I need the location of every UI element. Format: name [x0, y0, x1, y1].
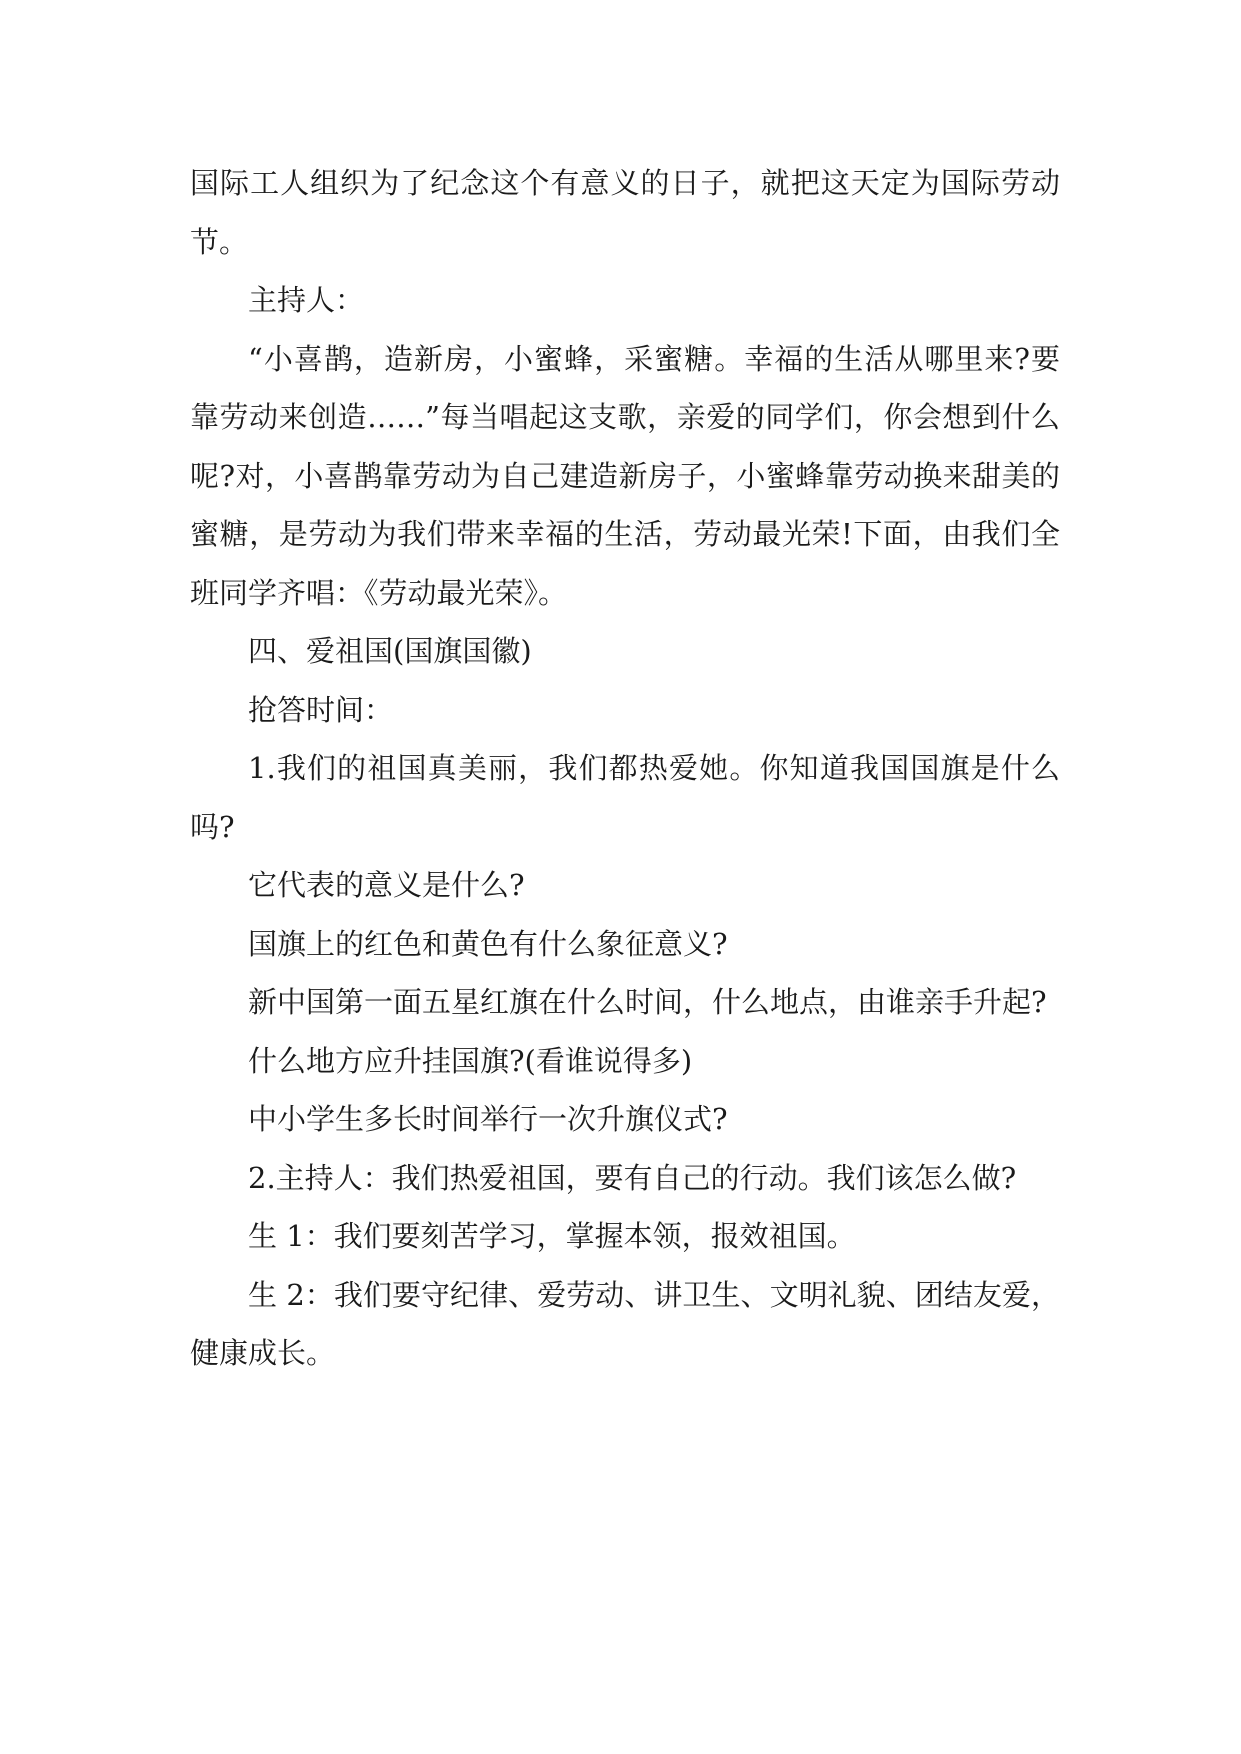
- paragraph-student-2: 生 2：我们要守纪律、爱劳动、讲卫生、文明礼貌、团结友爱，健康成长。: [190, 1277, 1060, 1370]
- question-flag-colors: 国旗上的红色和黄色有什么象征意义?: [248, 926, 728, 961]
- document-body: [190, 154, 1060, 1383]
- question-flag-ceremony: 中小学生多长时间举行一次升旗仪式?: [248, 1102, 728, 1136]
- paragraph-student-1: 生 1：我们要刻苦学习，掌握本领，报效祖国。: [248, 1219, 856, 1253]
- paragraph-song-intro: “小喜鹊，造新房，小蜜蜂，采蜜糖。幸福的生活从哪里来?要靠劳动来创造……”每当唱起这支歌，亲爱的同学们，你会想到什么呢?对，小喜鹊靠劳动为自己建造新房子，小蜜蜂靠劳动换来甜美的蜜糖，是劳动为我们带来幸福的生活，劳动最光荣!下面，由我们全班同学齐唱：《劳动最光荣》。: [190, 341, 1060, 610]
- question-flag-places: 什么地方应升挂国旗?(看谁说得多): [248, 1043, 693, 1078]
- paragraph-labor-day-origin: 国际工人组织为了纪念这个有意义的日子，就把这天定为国际劳动节。: [190, 166, 1060, 259]
- question-flag-meaning: 它代表的意义是什么?: [248, 868, 525, 902]
- paragraph-quiz-time: 抢答时间：: [248, 692, 394, 727]
- section-heading-love-motherland: 四、爱祖国(国旗国徽): [248, 634, 532, 668]
- paragraph-host-label: 主持人：: [248, 283, 365, 317]
- question-first-flag: 新中国第一面五星红旗在什么时间，什么地点，由谁亲手升起?: [248, 985, 1047, 1019]
- paragraph-host-action: 2.主持人：我们热爱祖国，要有自己的行动。我们该怎么做?: [248, 1160, 1017, 1195]
- question-flag: 1.我们的祖国真美丽，我们都热爱她。你知道我国国旗是什么吗?: [190, 751, 1060, 844]
